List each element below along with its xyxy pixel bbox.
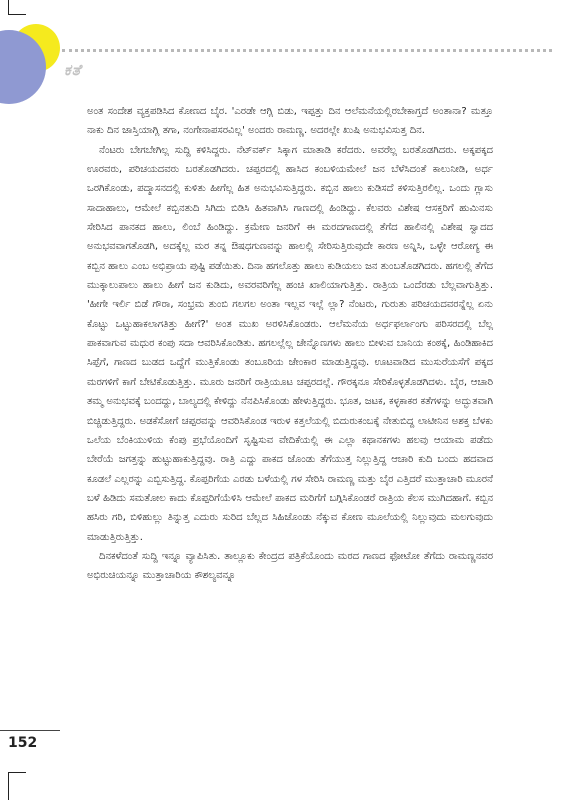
dotted-header-rule: [62, 49, 552, 52]
page-number: 152: [8, 735, 38, 751]
footer-rule: [0, 730, 60, 731]
crop-mark-top-h: [8, 14, 26, 15]
crop-mark-bottom-h: [8, 772, 26, 773]
paragraph: ನೆಂಟರು ಬೇಗಬೇಗಿಲ್ಲ ಸುದ್ದಿ ಕಳಿಸಿದ್ದರು. ನೆಟ್‌ವರ್ಕ್ ಸಿಕ್ಕಾಗ ಮಾತಾಡಿ ಕರೆದರು. ಅವರೆಲ್ಲ ಬರತೊಡಗಿದರು. ಅಕ್ಕಪಕ್ಕದ ಊರವರು, ಪರಿಚಯದವರು ಬರತೊಡಗಿದರು. ಚಪ್ಪರದಲ್ಲಿ ಹಾಸಿದ ಕಂಬಳಿಯಮೇಲೆ ಜನ ಬೆಳೆಸಿದಂತೆ ಕಾಲುನೀಡಿ, ಅರ್ಧ ಒರಗಿಕೊಂಡು, ಪದ್ಮಾಸನದಲ್ಲಿ ಕುಳಿತು ಹೀಗೆಲ್ಲ ಹಿತ ಅನುಭವಿಸುತ್ತಿದ್ದರು. ಕಬ್ಬಿನ ಹಾಲು ಕುಡಿಸದೆ ಕಳಿಸುತ್ತಿರಲಿಲ್ಲ. ಒಂದು ಗ್ಲಾಸು ಸಾದಾಹಾಲು, ಆಮೇಲೆ ಕಬ್ಬಿನತುದಿ ಸಿಗಿದು ಬಿಡಿಸಿ ಹಿತವಾಗಿಸಿ ಗಾಣದಲ್ಲಿ ಹಿಂಡಿದ್ದು. ಕೆಲವರು ವಿಶೇಷ ಆಸಕ್ತರಿಗೆ ಹುಮಿನಸು ಸೇರಿಸಿದ ಪಾನಕದ ಹಾಲು, ಲಿಂಬೆ ಹಿಂಡಿದ್ದು. ಕ್ರಮೇಣ ಜನರಿಗೆ ಈ ಮರದಗಾಣದಲ್ಲಿ ತೆಗೆದ ಹಾಲಿನಲ್ಲಿ ವಿಶೇಷ ಸ್ವಾದದ ಅನುಭವವಾಗತೊಡಗಿ, ಅದಕ್ಕೆಲ್ಲ ಮರ ತನ್ನ ಔಷಧಗುಣವನ್ನು ಹಾಲಲ್ಲಿ ಸೇರಿಸುತ್ತಿರುವುದೇ ಕಾರಣ ಅನ್ನಿಸಿ, ಒಳ್ಳೇ ಆರೋಗ್ಯ ಈ ಕಬ್ಬಿನ ಹಾಲು ಎಂಬ ಅಭಿಪ್ರಾಯ ಪುಷ್ಟಿ ಪಡೆಯಿತು. ದಿನಾ ಹಗಲೊತ್ತು ಹಾಲು ಕುಡಿಯಲು ಜನ ತುಂಬತೊಡಗಿದರು. ಹಗಲಲ್ಲಿ ತೆಗೆದ ಮುಕ್ಕಾಲುಪಾಲು ಹಾಲು ಹೀಗೆ ಜನ ಕುಡಿದು, ಅವರವರಿಗೆಲ್ಲ ಹಂಚಿ ಖಾಲಿಯಾಗುತ್ತಿತ್ತು. ರಾತ್ರಿಯ ಒಂದೆರಡು ಬೆಲ್ಲವಾಗುತ್ತಿತ್ತು. 'ಹೀಗೇ ಇರ್ಲಿ ಬಿಡೆ ಗೌರಾ, ಸಂಭ್ರಮ ತುಂಬಿ ಗಲಗಲ ಅಂತಾ ಇಲ್ಲವ ಇಲ್ಲೆ ಲ್ಲಾ? ನೆಂಟರು, ಗುರುತು ಪರಿಚಯದವರನ್ನೆಲ್ಲ ಏನು ಕೊಟ್ಟು ಒಟ್ಟುಹಾಕಲಾಗತಿತ್ತು ಹೀಗೆ?' ಅಂತ ಮುಖ ಅರಳಿಸಿಕೊಂಡರು. ಆಲೆಮನೆಯ ಅರ್ಧಫರ್ಲಾಂಗು ಪರಿಸರದಲ್ಲಿ ಬೆಲ್ಲ ಪಾಕವಾಗುವ ಮಧುರ ಕಂಪು ಸದಾ ಆವರಿಸಿಕೊಂಡಿತು. ಹಗಲಲ್ಲೆಲ್ಲ ಜೇನ್ನೊಣಗಳು ಹಾಲು ಬೀಳುವ ಬಾನಿಯ ಕಂಠಕ್ಕೆ, ಹಿಂಡಿಹಾಕಿದ ಸಿಪ್ಪೆಗೆ, ಗಾಣದ ಬುಡದ ಒದ್ದೆಗೆ ಮುತ್ತಿಕೊಂಡು ತಂಬೂರಿಯ ಜೇಂಕಾರ ಮಾಡುತ್ತಿದ್ದವು. ಊಟವಾಡಿದ ಮುಸುರೆಯಸೆಗೆ ಪಕ್ಕದ ಮರಗಳಿಗೆ ಕಾಗೆ ಬೇಟಿಕೊಡುತ್ತಿತ್ತು. ಮೂರು ಜನರಿಗೆ ರಾತ್ರಿಯೂಟ ಚಪ್ಪರದಲ್ಲೆ. ಗೌರಕ್ಕನೂ ಸೇರಿಕೊಳ್ಳತೊಡಗಿದಳು. ಬೈರ, ಆಚಾರಿ ತಮ್ಮ ಅನುಭವಕ್ಕೆ ಬಂದದ್ದು, ಬಾಲ್ಯದಲ್ಲಿ ಕೇಳಿದ್ದು ನೆನಪಿಸಿಕೊಂಡು ಹೇಳುತ್ತಿದ್ದರು. ಭೂತ, ಜಟಕ, ಕಳ್ಳಕಾಕರ ಕತೆಗಳನ್ನು ಅದ್ಭುತವಾಗಿ ಬಿಚ್ಚಿಡುತ್ತಿದ್ದರು. ಅಡಕೆಸೋಗೆ ಚಪ್ಪರವನ್ನು ಆವರಿಸಿಕೊಂಡ ಇರುಳ ಕತ್ತಲೆಯಲ್ಲಿ ಬಿದುರುಕಂಬಕ್ಕೆ ನೇತುಬಿದ್ದ ಲಾಟೀನಿನ ಅಶಕ್ತ ಬೆಳಕು ಒಲೆಯ ಬೆಂಕಿಯುಳಿಯ ಕೆಂಪು ಪ್ರಭೆಯೊಂದಿಗೆ ಸೃಷ್ಟಿಸುವ ವೇದಿಕೆಯಲ್ಲಿ ಈ ಎಲ್ಲಾ ಕಥಾನಕಗಳು ಹಲವು ಆಯಾಮ ಪಡೆದು ಬೇರೆಯೆ ಜಗತ್ತನ್ನು ಹುಟ್ಟುಹಾಕುತ್ತಿದ್ದವು. ರಾತ್ರಿ ಎದ್ದು ಪಾಕದ ಜೊಂಡು ತೆಗೆಯುತ್ತ ನಿಲ್ಲುತ್ತಿದ್ದ ಆಚಾರಿ ಕುದಿ ಬಂದು ಹದವಾದ ಕೂಡಲೆ ಎಲ್ಲರನ್ನು ಎಬ್ಬಿಸುತ್ತಿದ್ದ. ಕೊಪ್ಪರಿಗೆಯ ಎರಡು ಬಳೆಯಲ್ಲಿ ಗಳ ಸೇರಿಸಿ ರಾಮಣ್ಣ ಮತ್ತು ಬೈರ ಎತ್ತಿದರೆ ಮುತ್ತಾಚಾರಿ ಮೂರನೆ ಬಳೆ ಹಿಡಿದು ಸಮತೋಲ ಕಾದು ಕೊಪ್ಪರಿಗೆಯೆಳಿಸಿ ಆಮೇಲೆ ಪಾಕದ ಮರಿಗೆಗೆ ಬಗ್ಗಿಸಿಕೊಂಡರೆ ರಾತ್ರಿಯ ಕೆಲಸ ಮುಗಿದಹಾಗೆ. ಕಬ್ಬಿನ ಹಸಿರು ಗರಿ, ಬಿಳಿಹುಲ್ಲು ತಿನ್ನುತ್ತ ಎದುರು ಸುರಿದ ಬೆಲ್ಲದ ಸಿಹಿಜೊಂಡು ನೆಕ್ಕುವ ಕೋಣ ಮೂಲೆಯಲ್ಲಿ ನಿಲ್ಲುವುದು ಮಲಗುವುದು ಮಾಡುತ್ತಿರುತ್ತಿತ್ತು.: [87, 144, 493, 543]
crop-mark-top-v: [8, 0, 9, 14]
article-body: [87, 102, 493, 586]
crop-mark-bottom-v: [8, 772, 9, 800]
section-title: ಕತೆ: [64, 61, 82, 79]
paragraph: ದಿನಕಳೆದಂತೆ ಸುದ್ದಿ ಇನ್ನೂ ವ್ಯಾಪಿಸಿತು. ತಾಲ್ಲೂಕು ಕೇಂದ್ರದ ಪತ್ರಿಕೆಯೊಂದು ಮರದ ಗಾಣದ ಫೋಟೋ ತೆಗೆದು ರಾಮಣ್ಣನವರ ಅಭಿರುಚಿಯನ್ನೂ ಮುತ್ತಾಚಾರಿಯ ಕೌಶಲ್ಯವನ್ನೂ: [87, 550, 493, 582]
paragraph: ಅಂತ ಸಂದೇಶ ವ್ಯಕ್ತಪಡಿಸಿದ ಕೋಣದ ಬೈರ. 'ಎರಡೇ ಆಗ್ಲಿ ಬಿಡು, ಇಪ್ಪತ್ತು ದಿನ ಆಲೆಮನೆಯಲ್ಲಿರಬೇಕಾಗ್ತದೆ ಅಂತಾನಾ? ಮತ್ತೂ ನಾಕು ದಿನ ಜಾಸ್ತಿಯಾಗ್ಲಿ ತಗಾ, ನಂಗೇನಾಪಸರವಿಲ್ಲ' ಅಂದರು ರಾಮಣ್ಣ. ಅದರಲ್ಲೇ ಖುಷಿ ಅನುಭವಿಸುತ್ತ ದಿನ.: [87, 106, 493, 137]
